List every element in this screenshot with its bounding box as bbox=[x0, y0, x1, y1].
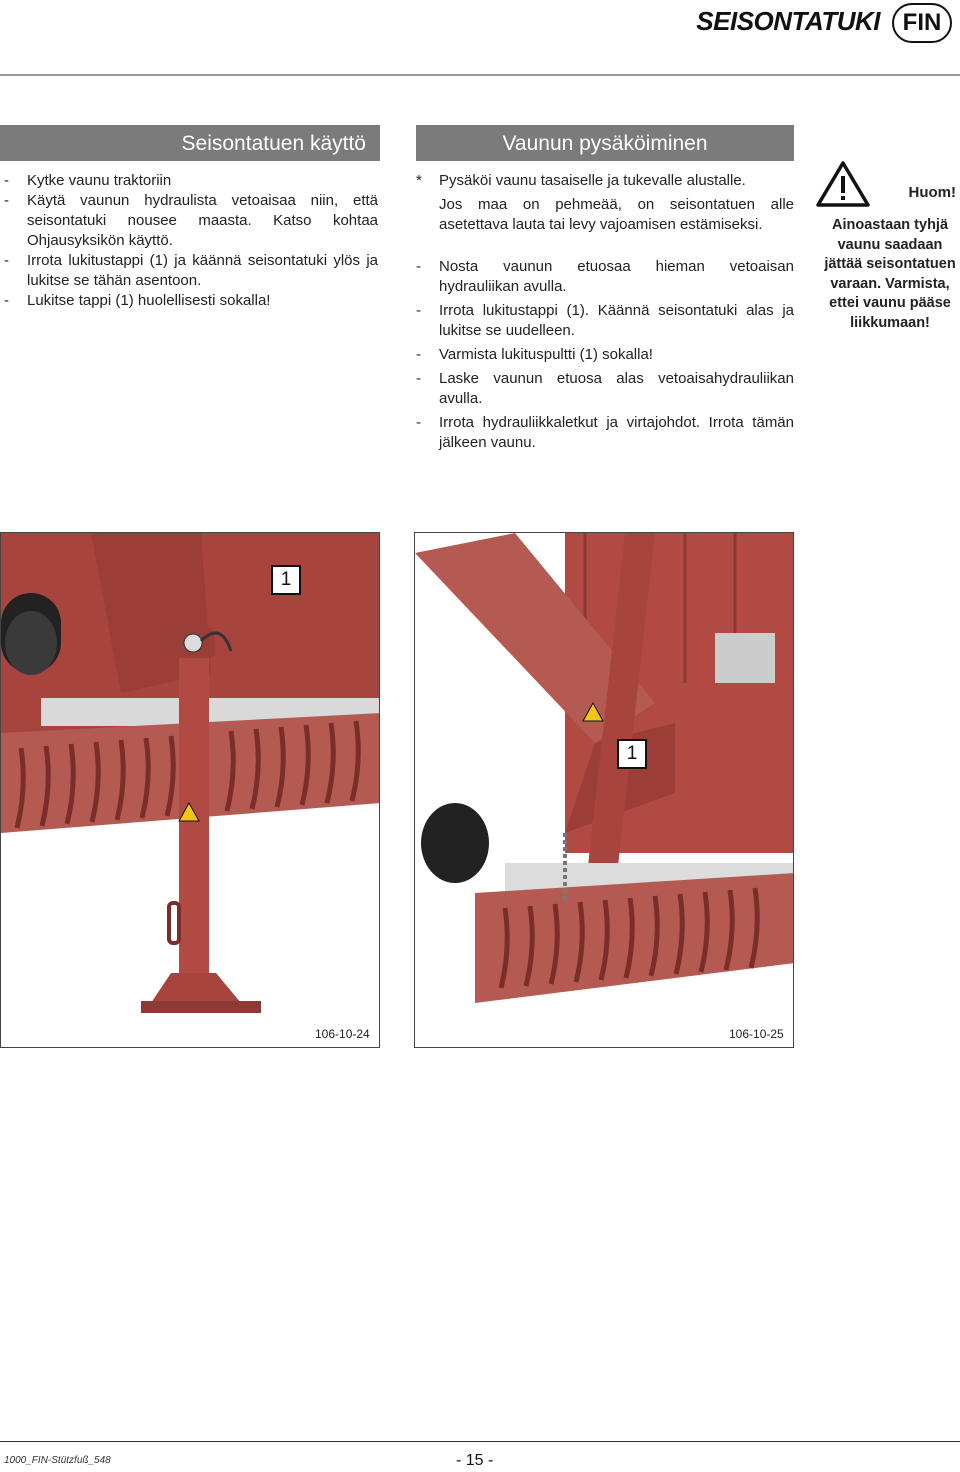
photo-stand-side bbox=[414, 532, 794, 1048]
page-number: - 15 - bbox=[456, 1452, 494, 1469]
warning-label: Huom! bbox=[908, 184, 956, 201]
machine-illustration bbox=[415, 533, 794, 1048]
list-item bbox=[4, 291, 378, 311]
list-item-text: Irrota lukitustappi (1). Käännä seisontatuki alas ja lukitse se uudelleen. bbox=[439, 302, 794, 339]
part-callout: 1 bbox=[617, 739, 647, 769]
list-bullet: - bbox=[416, 302, 421, 319]
page-header-title: SEISONTATUKI bbox=[696, 6, 880, 36]
photo-code: 106-10-25 bbox=[729, 1027, 784, 1041]
list-item-text: Kytke vaunu traktoriin bbox=[27, 172, 172, 189]
list-item bbox=[4, 251, 378, 291]
document-id: 1000_FIN-Stützfuß_548 bbox=[4, 1455, 111, 1466]
section-heading-parking: Vaunun pysäköiminen bbox=[416, 125, 794, 161]
part-callout: 1 bbox=[271, 565, 301, 595]
list-item-text: Jos maa on pehmeää, on seisontatuen alle asetettava lauta tai levy vajoamisen estämiseksi. bbox=[439, 196, 794, 233]
list-bullet: - bbox=[4, 172, 9, 189]
list-bullet: * bbox=[416, 172, 422, 189]
list-item bbox=[4, 191, 378, 251]
list-item-text: Käytä vaunun hydraulista vetoaisaa niin, että seisontatuki nousee maasta. Katso kohtaa Ohjausyksikön käyttö. bbox=[27, 192, 378, 249]
usage-steps bbox=[4, 171, 378, 311]
parking-steps bbox=[416, 171, 794, 453]
list-bullet: - bbox=[4, 192, 9, 209]
photo-stand-closeup bbox=[0, 532, 380, 1048]
header-rule bbox=[0, 74, 960, 76]
warning-triangle-icon bbox=[816, 160, 870, 208]
list-item bbox=[416, 257, 794, 297]
list-item-text: Varmista lukituspultti (1) sokalla! bbox=[439, 346, 653, 363]
list-item bbox=[416, 171, 794, 191]
list-item bbox=[416, 345, 794, 365]
list-item bbox=[4, 171, 378, 191]
list-item-text: Irrota lukitustappi (1) ja käännä seisontatuki ylös ja lukitse se tähän asentoon. bbox=[27, 252, 378, 289]
section-heading-usage: Seisontatuen käyttö bbox=[0, 125, 380, 161]
list-bullet: - bbox=[416, 414, 421, 431]
list-bullet: - bbox=[4, 252, 9, 269]
list-bullet: - bbox=[416, 258, 421, 275]
list-item-text: Pysäköi vaunu tasaiselle ja tukevalle alustalle. bbox=[439, 172, 746, 189]
list-item-text: Lukitse tappi (1) huolellisesti sokalla! bbox=[27, 292, 271, 309]
list-item-text: Laske vaunun etuosa alas vetoaisahydrauliikan avulla. bbox=[439, 370, 794, 407]
list-item-text: Irrota hydrauliikkaletkut ja virtajohdot. Irrota tämän jälkeen vaunu. bbox=[439, 414, 794, 451]
list-bullet: - bbox=[416, 346, 421, 363]
list-bullet: - bbox=[4, 292, 9, 309]
footer-rule bbox=[0, 1441, 960, 1442]
list-item-text: Nosta vaunun etuosaa hieman vetoaisan hydrauliikan avulla. bbox=[439, 258, 794, 295]
list-item bbox=[416, 301, 794, 341]
photo-code: 106-10-24 bbox=[315, 1027, 370, 1041]
list-item bbox=[416, 195, 794, 235]
stand-illustration bbox=[1, 533, 380, 1048]
list-bullet bbox=[416, 195, 439, 235]
list-item bbox=[416, 369, 794, 409]
list-bullet: - bbox=[416, 370, 421, 387]
warning-text: Ainoastaan tyhjä vaunu saadaan jättää seisontatuen varaan. Varmista, ettei vaunu pääse liikkumaan! bbox=[824, 217, 956, 331]
list-item bbox=[416, 413, 794, 453]
language-badge: FIN bbox=[892, 3, 952, 43]
